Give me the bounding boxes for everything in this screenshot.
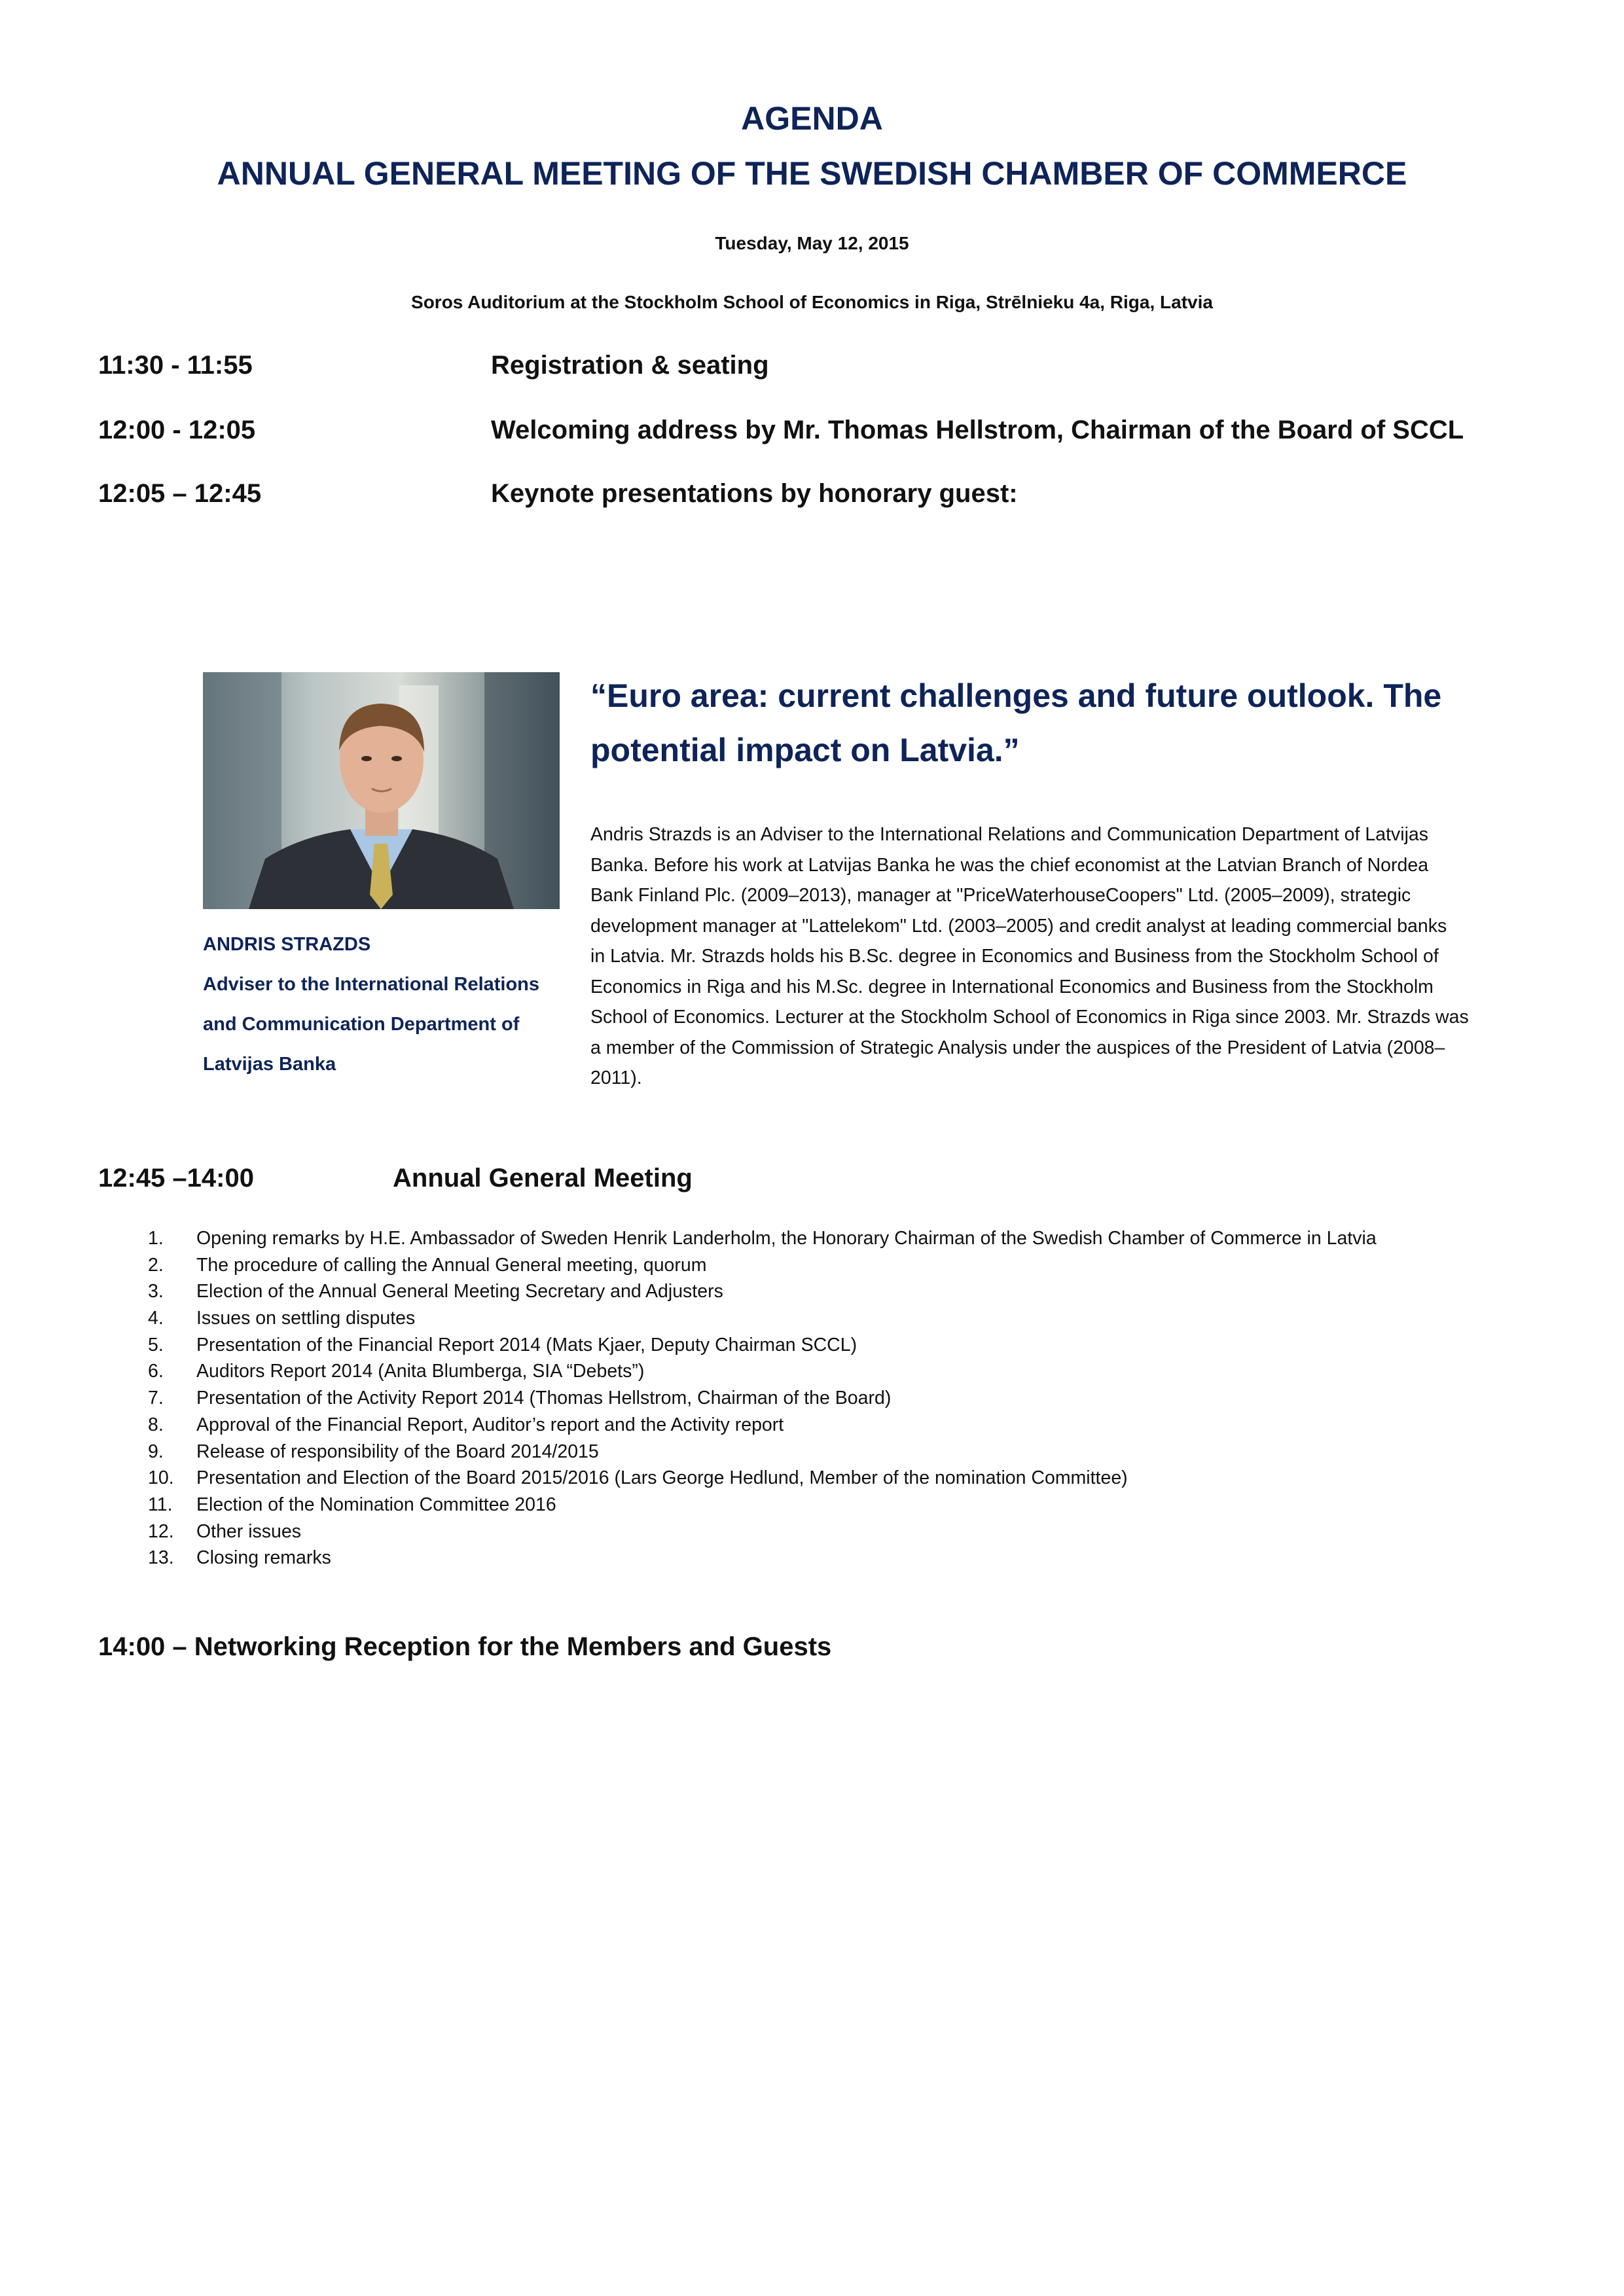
item-number: 5. [148, 1334, 164, 1355]
item-number: 1. [148, 1228, 164, 1249]
item-number: 10. [148, 1467, 174, 1489]
speaker-role-line: Latvijas Banka [203, 1054, 336, 1075]
speaker-bio [590, 819, 1520, 1094]
item-number: 12. [148, 1520, 174, 1542]
item-number: 9. [148, 1441, 164, 1462]
schedule-description: Registration & seating [491, 351, 769, 380]
bio-line: 2011). [590, 1067, 642, 1088]
event-venue: Soros Auditorium at the Stockholm School of Economics in Riga, Strēlnieku 4a, Riga, Latvia [411, 292, 1213, 312]
item-number: 4. [148, 1308, 164, 1329]
item-text: The procedure of calling the Annual General meeting, quorum [196, 1254, 707, 1276]
bio-line: Economics in Riga and his M.Sc. degree in International Economics and Business from the Stockholm [590, 976, 1434, 997]
item-number: 11. [148, 1494, 173, 1515]
schedule-description: Keynote presentations by honorary guest: [491, 479, 1018, 508]
schedule-time: 12:00 - 12:05 [98, 416, 256, 444]
page-subtitle: ANNUAL GENERAL MEETING OF THE SWEDISH CHAMBER OF COMMERCE [217, 155, 1407, 192]
item-text: Release of responsibility of the Board 2014/2015 [196, 1441, 599, 1462]
talk-title-line: potential impact on Latvia.” [590, 732, 1020, 768]
bio-line: School of Economics. Lecturer at the Stockholm School of Economics in Riga since 2003. Mr. Strazds was [590, 1007, 1469, 1028]
item-text: Closing remarks [196, 1547, 331, 1569]
item-number: 2. [148, 1254, 164, 1276]
item-text: Issues on settling disputes [196, 1308, 416, 1329]
bio-line: a member of the Commission of Strategic Analysis under the auspices of the President of Latvia (2008– [590, 1037, 1445, 1058]
item-text: Election of the Nomination Committee 2016 [196, 1494, 556, 1515]
bio-line: Andris Strazds is an Adviser to the International Relations and Communication Department of Latvijas [590, 824, 1428, 845]
bio-line: in Latvia. Mr. Strazds holds his B.Sc. degree in Economics and Business from the Stockholm School of [590, 946, 1439, 967]
item-number: 6. [148, 1361, 164, 1382]
speaker-role-line: and Communication Department of [203, 1014, 520, 1035]
reception-line: 14:00 – Networking Reception for the Members and Guests [98, 1632, 832, 1661]
page-title: AGENDA [741, 100, 883, 137]
item-number: 8. [148, 1414, 164, 1435]
schedule-time: 11:30 - 11:55 [98, 351, 253, 380]
schedule-description: Welcoming address by Mr. Thomas Hellstrom, Chairman of the Board of SCCL [491, 416, 1464, 444]
speaker-caption [203, 925, 560, 1085]
item-text: Auditors Report 2014 (Anita Blumberga, SIA “Debets”) [196, 1361, 645, 1382]
item-number: 13. [148, 1547, 174, 1569]
item-text: Approval of the Financial Report, Auditor’s report and the Activity report [196, 1414, 784, 1435]
schedule-time: 12:05 – 12:45 [98, 479, 262, 508]
speaker-name: ANDRIS STRAZDS [203, 934, 371, 955]
item-number: 7. [148, 1388, 164, 1409]
bio-line: Banka. Before his work at Latvijas Banka he was the chief economist at the Latvian Branch of Nordea [590, 854, 1429, 876]
item-text: Presentation of the Activity Report 2014 (Thomas Hellstrom, Chairman of the Board) [196, 1388, 892, 1409]
item-text: Presentation of the Financial Report 2014 (Mats Kjaer, Deputy Chairman SCCL) [196, 1334, 857, 1355]
talk-title [590, 669, 1533, 778]
agm-title: Annual General Meeting [393, 1164, 693, 1193]
item-number: 3. [148, 1281, 164, 1302]
event-date: Tuesday, May 12, 2015 [715, 233, 909, 253]
item-text: Opening remarks by H.E. Ambassador of Sweden Henrik Landerholm, the Honorary Chairman of the Swedish Chamber of Commerce in Latvia [196, 1228, 1377, 1249]
bio-line: Bank Finland Plc. (2009–2013), manager at "PriceWaterhouseCoopers" Ltd. (2005–2009), strategic [590, 885, 1411, 906]
speaker-photo [203, 672, 560, 909]
item-text: Election of the Annual General Meeting Secretary and Adjusters [196, 1281, 723, 1302]
item-text: Presentation and Election of the Board 2015/2016 (Lars George Hedlund, Member of the nomination Committee) [196, 1467, 1128, 1489]
talk-title-line: “Euro area: current challenges and future outlook. The [590, 677, 1442, 714]
speaker-role-line: Adviser to the International Relations [203, 974, 540, 995]
agm-time: 12:45 –14:00 [98, 1164, 254, 1193]
item-text: Other issues [196, 1520, 301, 1542]
bio-line: development manager at "Lattelekom" Ltd. (2003–2005) and credit analyst at leading commercial banks [590, 915, 1447, 937]
